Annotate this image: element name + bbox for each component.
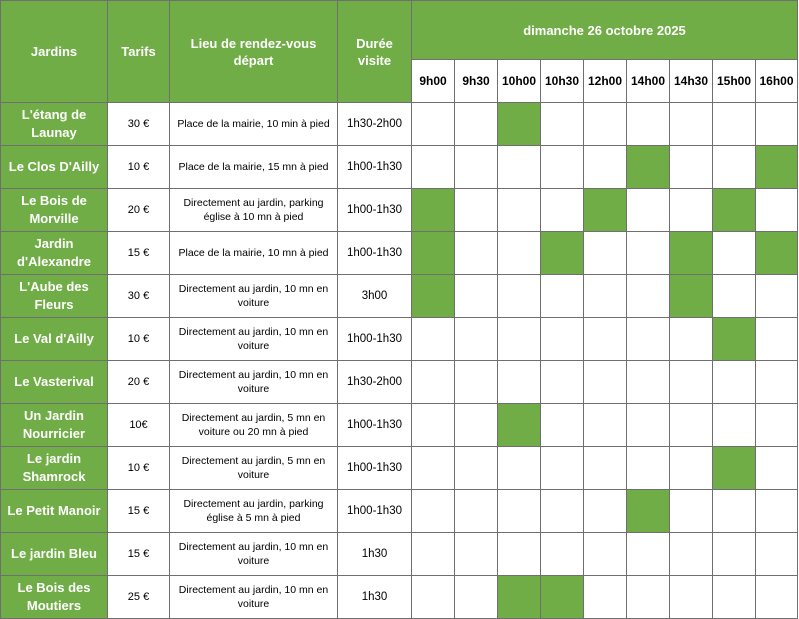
header-date: dimanche 26 octobre 2025 [412, 1, 798, 60]
slot-cell [627, 103, 670, 146]
duree-cell: 1h00-1h30 [338, 146, 412, 189]
time-header-cell: 10h30 [541, 60, 584, 103]
slot-cell [713, 576, 756, 619]
garden-name-cell: Le Val d'Ailly [1, 318, 108, 361]
slot-cell-scheduled [627, 490, 670, 533]
slot-cell [670, 576, 713, 619]
slot-cell [498, 361, 541, 404]
slot-cell [498, 275, 541, 318]
slot-cell [627, 232, 670, 275]
lieu-cell: Directement au jardin, parking église à 10 mn à pied [170, 189, 338, 232]
garden-name-cell: Le Vasterival [1, 361, 108, 404]
slot-cell [670, 490, 713, 533]
slot-cell [541, 103, 584, 146]
slot-cell [412, 576, 455, 619]
slot-cell [713, 533, 756, 576]
slot-cell [412, 146, 455, 189]
slot-cell-scheduled [713, 189, 756, 232]
slot-cell [627, 533, 670, 576]
slot-cell [455, 318, 498, 361]
tarif-cell: 15 € [108, 490, 170, 533]
slot-cell [541, 490, 584, 533]
slot-cell [412, 490, 455, 533]
table-row [1, 146, 798, 189]
table-row [1, 189, 798, 232]
slot-cell [627, 404, 670, 447]
duree-cell: 1h00-1h30 [338, 318, 412, 361]
slot-cell [455, 576, 498, 619]
slot-cell [713, 361, 756, 404]
duree-cell: 1h30-2h00 [338, 103, 412, 146]
slot-cell-scheduled [498, 103, 541, 146]
lieu-cell: Place de la mairie, 10 mn à pied [170, 232, 338, 275]
duree-cell: 1h30 [338, 576, 412, 619]
slot-cell [584, 490, 627, 533]
lieu-cell: Place de la mairie, 10 min à pied [170, 103, 338, 146]
garden-name-cell: Le Clos D'Ailly [1, 146, 108, 189]
slot-cell [713, 146, 756, 189]
table-row [1, 103, 798, 146]
garden-name-cell: Un Jardin Nourricier [1, 404, 108, 447]
slot-cell [670, 447, 713, 490]
slot-cell [713, 404, 756, 447]
tarif-cell: 10 € [108, 447, 170, 490]
table-row [1, 404, 798, 447]
duree-cell: 1h30-2h00 [338, 361, 412, 404]
garden-rows [1, 103, 798, 619]
slot-cell-scheduled [584, 189, 627, 232]
slot-cell [756, 447, 798, 490]
garden-name-cell: Le jardin Bleu [1, 533, 108, 576]
slot-cell-scheduled [412, 232, 455, 275]
lieu-cell: Directement au jardin, 10 mn en voiture [170, 318, 338, 361]
slot-cell [756, 533, 798, 576]
garden-name-cell: Jardin d'Alexandre [1, 232, 108, 275]
slot-cell [584, 232, 627, 275]
garden-name-cell: Le Petit Manoir [1, 490, 108, 533]
duree-cell: 1h00-1h30 [338, 490, 412, 533]
garden-name-cell: Le Bois des Moutiers [1, 576, 108, 619]
slot-cell [584, 318, 627, 361]
slot-cell [584, 576, 627, 619]
lieu-cell: Directement au jardin, 10 mn en voiture [170, 533, 338, 576]
tarif-cell: 10€ [108, 404, 170, 447]
slot-cell-scheduled [713, 447, 756, 490]
time-header-cell: 10h00 [498, 60, 541, 103]
slot-cell [541, 189, 584, 232]
time-header-cell: 9h00 [412, 60, 455, 103]
lieu-cell: Directement au jardin, 10 mn en voiture [170, 275, 338, 318]
slot-cell [455, 275, 498, 318]
slot-cell [756, 275, 798, 318]
slot-cell [455, 146, 498, 189]
header-jardins: Jardins [1, 1, 108, 103]
duree-cell: 3h00 [338, 275, 412, 318]
slot-cell [541, 361, 584, 404]
header-duree: Durée visite [338, 1, 412, 103]
time-header-cell: 16h00 [756, 60, 798, 103]
slot-cell [498, 447, 541, 490]
slot-cell [627, 189, 670, 232]
time-header-cell: 15h00 [713, 60, 756, 103]
slot-cell [756, 576, 798, 619]
slot-cell-scheduled [627, 146, 670, 189]
slot-cell [670, 103, 713, 146]
slot-cell-scheduled [412, 189, 455, 232]
slot-cell [756, 490, 798, 533]
slot-cell [627, 318, 670, 361]
slot-cell [670, 189, 713, 232]
slot-cell [412, 533, 455, 576]
table-row [1, 275, 798, 318]
slot-cell [670, 404, 713, 447]
time-header-cell: 14h00 [627, 60, 670, 103]
lieu-cell: Directement au jardin, 5 mn en voiture [170, 447, 338, 490]
slot-cell [584, 533, 627, 576]
time-header-cell: 12h00 [584, 60, 627, 103]
slot-cell-scheduled [541, 576, 584, 619]
slot-cell [498, 146, 541, 189]
slot-cell-scheduled [756, 146, 798, 189]
tarif-cell: 15 € [108, 232, 170, 275]
slot-cell-scheduled [756, 232, 798, 275]
slot-cell-scheduled [541, 232, 584, 275]
table-row [1, 232, 798, 275]
slot-cell [713, 490, 756, 533]
table-row [1, 361, 798, 404]
lieu-cell: Place de la mairie, 15 mn à pied [170, 146, 338, 189]
slot-cell-scheduled [713, 318, 756, 361]
slot-cell [584, 404, 627, 447]
slot-cell [627, 275, 670, 318]
slot-cell [412, 318, 455, 361]
garden-name-cell: Le Bois de Morville [1, 189, 108, 232]
table-row [1, 490, 798, 533]
tarif-cell: 30 € [108, 103, 170, 146]
slot-cell [627, 361, 670, 404]
tarif-cell: 20 € [108, 189, 170, 232]
slot-cell [756, 361, 798, 404]
slot-cell [713, 232, 756, 275]
slot-cell [541, 533, 584, 576]
time-header-cell: 14h30 [670, 60, 713, 103]
slot-cell [498, 189, 541, 232]
slot-cell [412, 447, 455, 490]
slot-cell [455, 533, 498, 576]
slot-cell [584, 275, 627, 318]
tarif-cell: 15 € [108, 533, 170, 576]
garden-name-cell: L'étang de Launay [1, 103, 108, 146]
slot-cell [584, 103, 627, 146]
slot-cell [670, 533, 713, 576]
lieu-cell: Directement au jardin, 5 mn en voiture ou 20 mn à pied [170, 404, 338, 447]
slot-cell [627, 576, 670, 619]
slot-cell [455, 189, 498, 232]
slot-cell [412, 361, 455, 404]
table-row [1, 533, 798, 576]
header-tarifs: Tarifs [108, 1, 170, 103]
slot-cell [670, 318, 713, 361]
duree-cell: 1h00-1h30 [338, 447, 412, 490]
tarif-cell: 30 € [108, 275, 170, 318]
slot-cell-scheduled [412, 275, 455, 318]
slot-cell [670, 146, 713, 189]
slot-cell [498, 232, 541, 275]
duree-cell: 1h00-1h30 [338, 404, 412, 447]
tarif-cell: 10 € [108, 146, 170, 189]
slot-cell [541, 146, 584, 189]
slot-cell-scheduled [670, 275, 713, 318]
slot-cell-scheduled [498, 576, 541, 619]
duree-cell: 1h30 [338, 533, 412, 576]
slot-cell [584, 447, 627, 490]
garden-name-cell: Le jardin Shamrock [1, 447, 108, 490]
slot-cell [455, 361, 498, 404]
slot-cell [756, 103, 798, 146]
slot-cell [756, 189, 798, 232]
tarif-cell: 25 € [108, 576, 170, 619]
slot-cell [498, 490, 541, 533]
slot-cell-scheduled [498, 404, 541, 447]
slot-cell [541, 404, 584, 447]
slot-cell [541, 275, 584, 318]
lieu-cell: Directement au jardin, 10 mn en voiture [170, 576, 338, 619]
slot-cell [713, 275, 756, 318]
slot-cell [412, 103, 455, 146]
slot-cell [670, 361, 713, 404]
table-row [1, 576, 798, 619]
slot-cell [627, 447, 670, 490]
slot-cell [412, 404, 455, 447]
slot-cell [584, 146, 627, 189]
slot-cell [584, 361, 627, 404]
slot-cell [541, 447, 584, 490]
tarif-cell: 20 € [108, 361, 170, 404]
slot-cell [713, 103, 756, 146]
time-header-cell: 9h30 [455, 60, 498, 103]
slot-cell [498, 318, 541, 361]
slot-cell [455, 232, 498, 275]
tarif-cell: 10 € [108, 318, 170, 361]
slot-cell [455, 490, 498, 533]
table-row [1, 447, 798, 490]
slot-cell [455, 103, 498, 146]
header-lieu: Lieu de rendez-vous départ [170, 1, 338, 103]
slot-cell [541, 318, 584, 361]
slot-cell [498, 533, 541, 576]
duree-cell: 1h00-1h30 [338, 232, 412, 275]
slot-cell-scheduled [670, 232, 713, 275]
garden-name-cell: L'Aube des Fleurs [1, 275, 108, 318]
table-row [1, 318, 798, 361]
lieu-cell: Directement au jardin, parking église à 5 mn à pied [170, 490, 338, 533]
slot-cell [455, 447, 498, 490]
slot-cell [455, 404, 498, 447]
slot-cell [756, 318, 798, 361]
slot-cell [756, 404, 798, 447]
duree-cell: 1h00-1h30 [338, 189, 412, 232]
lieu-cell: Directement au jardin, 10 mn en voiture [170, 361, 338, 404]
